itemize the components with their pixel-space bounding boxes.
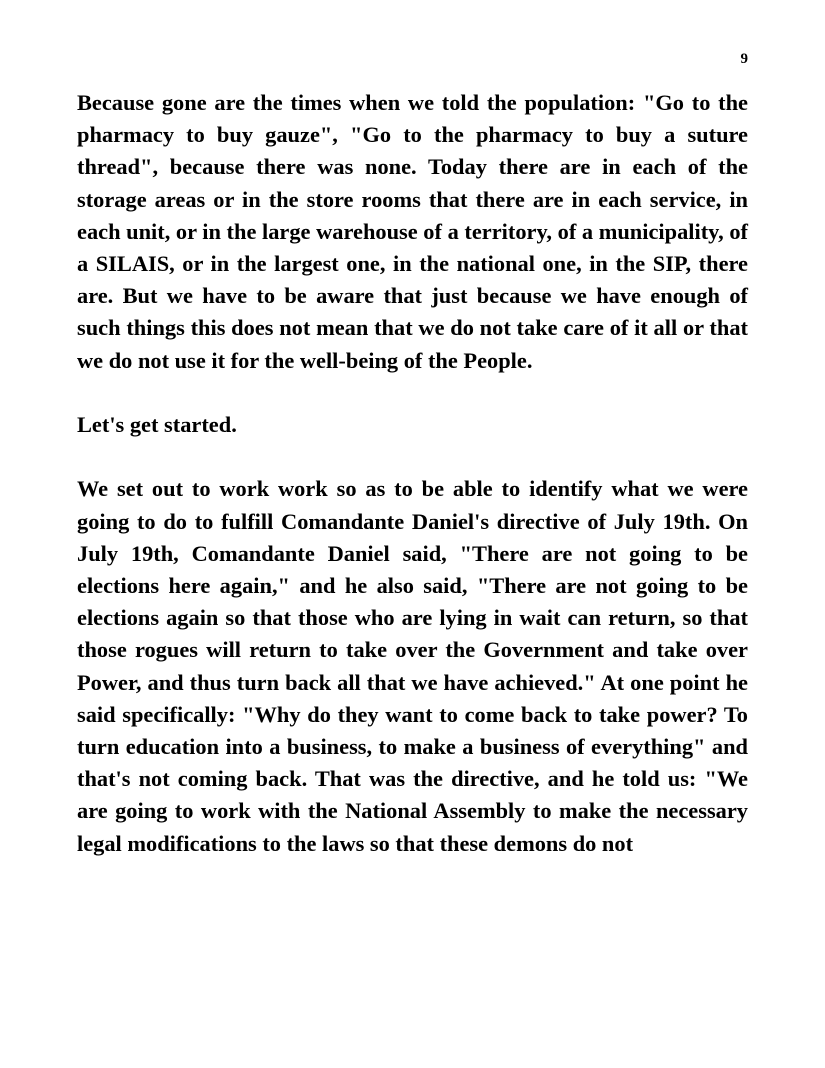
paragraph-lets-get-started: Let's get started. [77,412,237,438]
page-number: 9 [740,51,748,67]
paragraph-supplies: Because gone are the times when we told the population: "Go to the pharmacy to buy gauze", "Go to the pharmacy to buy a suture thread", because there was none. Today there are in each of the storage areas or in the store rooms that there are in each service, in each unit, or in the large warehouse of a territory, of a municipality, of a SILAIS, or in the largest one, in the national one, in the SIP, there are. But we have to be aware that just because we have enough of such things this does not mean that we do not take care of it all or that we do not use it for the well-being of the People. [77,90,748,373]
paragraph-directive: We set out to work work so as to be able to identify what we were going to do to fulfill Comandante Daniel's directive of July 19th. On July 19th, Comandante Daniel said, "There are not going to be elections here again," and he also said, "There are not going to be elections again so that those who are lying in wait can return, so that those rogues will return to take over the Government and take over Power, and thus turn back all that we have achieved." At one point he said specifically: "Why do they want to come back to take power? To turn education into a business, to make a business of everything" and that's not coming back. That was the directive, and he told us: "We are going to work with the National Assembly to make the necessary legal modifications to the laws so that these demons do not [77,476,748,856]
body-text [77,87,748,860]
